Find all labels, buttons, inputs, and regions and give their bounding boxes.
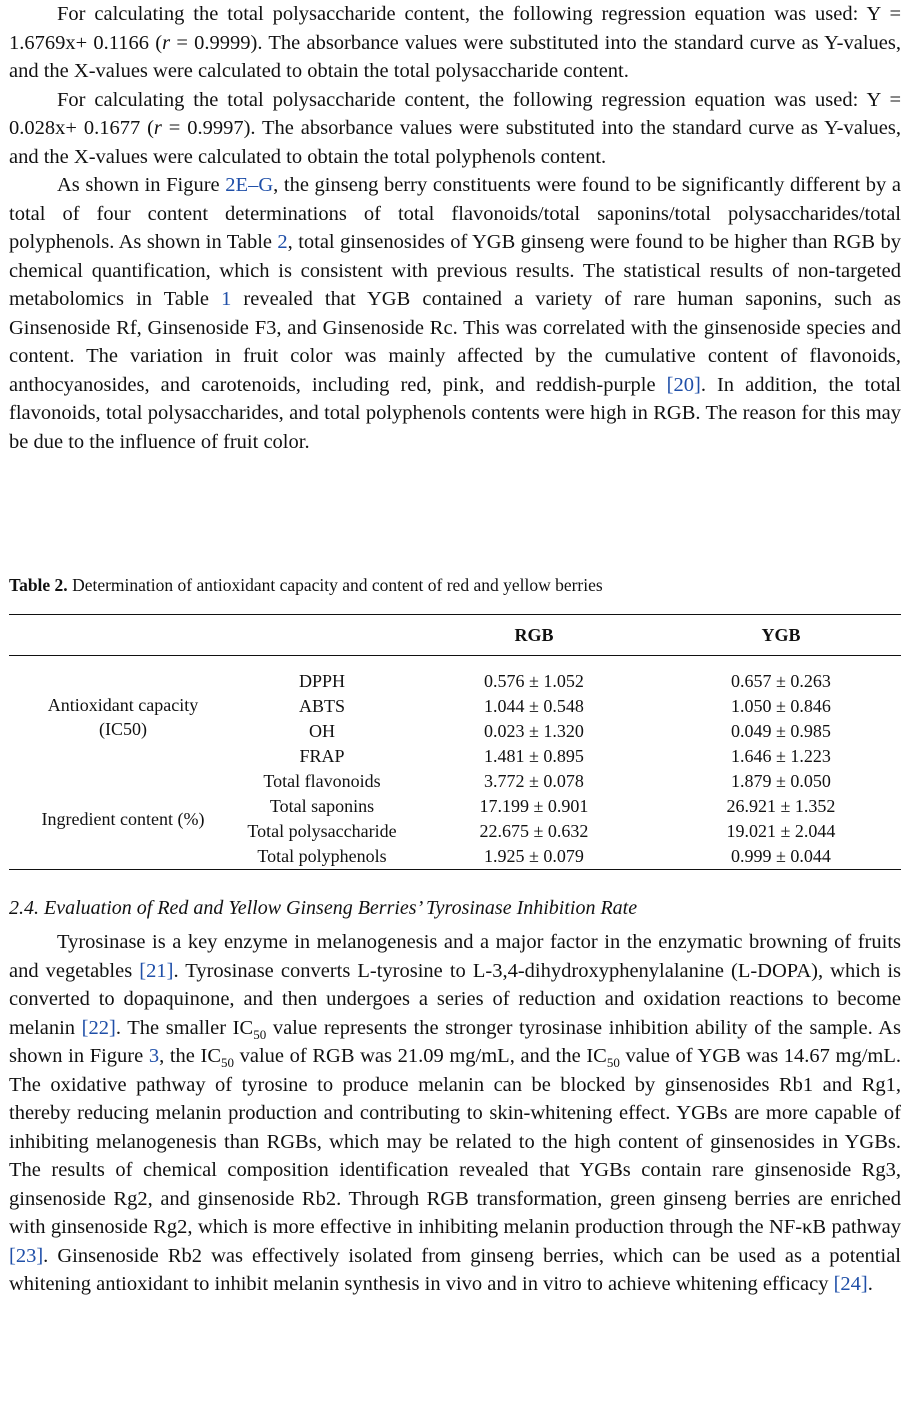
paragraph-polysaccharide-regression: For calculating the total polysaccharide content, the following regression equation was used: Y = 1.6769x+ 0.1166 (r = 0.9999). The absorbance values were substituted into the standard curve as Y-values, and the X-values were calculated to obtain the total polysaccharide content. bbox=[9, 3, 901, 82]
value-cell-rgb: 0.023 ± 1.320 bbox=[484, 720, 584, 741]
measure-name-cell: OH bbox=[309, 720, 335, 741]
value-cell-ygb: 1.050 ± 0.846 bbox=[731, 695, 831, 716]
table-caption-label: Table 2. bbox=[9, 575, 68, 595]
value-cell-ygb: 0.657 ± 0.263 bbox=[731, 670, 831, 691]
value-cell-ygb: 0.999 ± 0.044 bbox=[731, 845, 831, 866]
row-group-label bbox=[9, 769, 237, 870]
reference-link[interactable]: [24] bbox=[833, 1273, 868, 1295]
antioxidant-table bbox=[9, 614, 901, 870]
measure-name-cell: FRAP bbox=[299, 745, 345, 766]
section-body bbox=[9, 928, 901, 1299]
reference-link[interactable]: [23] bbox=[9, 1244, 44, 1267]
column-header-ygb: YGB bbox=[761, 624, 801, 645]
table-caption-text: Determination of antioxidant capacity and content of red and yellow berries bbox=[67, 575, 603, 595]
table-row bbox=[9, 769, 901, 794]
table-body bbox=[9, 656, 901, 870]
value-cell-ygb: 1.879 ± 0.050 bbox=[731, 770, 831, 791]
row-group-label-line: Antioxidant capacity bbox=[47, 695, 199, 716]
measure-name-cell: Total polyphenols bbox=[257, 845, 387, 866]
value-cell-rgb: 3.772 ± 0.078 bbox=[484, 770, 584, 791]
section-heading: 2.4. Evaluation of Red and Yellow Ginseng Berries’ Tyrosinase Inhibition Rate bbox=[9, 897, 638, 919]
value-cell-rgb: 0.576 ± 1.052 bbox=[484, 670, 584, 691]
row-group-label bbox=[9, 656, 237, 769]
italic-symbol: r bbox=[162, 31, 171, 54]
value-cell-rgb: 1.044 ± 0.548 bbox=[484, 695, 584, 716]
reference-link[interactable]: 1 bbox=[221, 288, 232, 310]
reference-link[interactable]: 2E–G bbox=[225, 174, 274, 196]
body-text bbox=[9, 0, 901, 456]
italic-symbol: r bbox=[153, 117, 162, 139]
measure-name-cell: Total polysaccharide bbox=[247, 820, 397, 841]
row-group-label-line: (IC50) bbox=[99, 719, 147, 740]
value-cell-ygb: 19.021 ± 2.044 bbox=[726, 820, 836, 841]
table-header-row bbox=[9, 615, 901, 656]
table-row bbox=[9, 656, 901, 694]
reference-link[interactable]: [21] bbox=[139, 959, 174, 982]
value-cell-rgb: 1.481 ± 0.895 bbox=[484, 745, 584, 766]
paragraph-constituent-results: As shown in Figure 2E–G, the ginseng berry constituents were found to be significantly different by a total of four content determinations of total flavonoids/total saponins/total polysaccharides/total polyphenols. As shown in Table 2, total ginsenosides of YGB ginseng were found to be higher than RGB by chemical quantification, which is consistent with previous results. The statistical results of non-targeted metabolomics in Table 1 revealed that YGB contained a variety of rare human saponins, such as Ginsenoside Rf, Ginsenoside F3, and Ginsenoside Rc. This was correlated with the ginsenoside species and content. The variation in fruit color was mainly affected by the cumulative content of flavonoids, anthocyanosides, and carotenoids, including red, pink, and reddish-purple [20]. In addition, the total flavonoids, total polysaccharides, and total polyphenols contents were high in RGB. The reason for this may be due to the influence of fruit color. bbox=[9, 174, 901, 453]
value-cell-rgb: 17.199 ± 0.901 bbox=[479, 795, 589, 816]
measure-name-cell: Total flavonoids bbox=[263, 770, 381, 791]
value-cell-ygb: 26.921 ± 1.352 bbox=[726, 795, 836, 816]
subscript: 50 bbox=[221, 1055, 235, 1070]
reference-link[interactable]: [22] bbox=[81, 1016, 116, 1039]
value-cell-rgb: 1.925 ± 0.079 bbox=[484, 845, 584, 866]
subscript: 50 bbox=[606, 1055, 620, 1070]
row-group-label-line: Ingredient content (%) bbox=[41, 808, 205, 829]
paragraph-polyphenol-regression: For calculating the total polysaccharide content, the following regression equation was used: Y = 0.028x+ 0.1677 (r = 0.9997). The absorbance values were substituted into the standard curve as Y-values, and the X-values were calculated to obtain the total polyphenols content. bbox=[9, 88, 901, 168]
measure-name-cell: DPPH bbox=[298, 670, 346, 691]
value-cell-ygb: 0.049 ± 0.985 bbox=[731, 720, 831, 741]
reference-link[interactable]: [20] bbox=[666, 373, 701, 396]
value-cell-rgb: 22.675 ± 0.632 bbox=[479, 820, 589, 841]
value-cell-ygb: 1.646 ± 1.223 bbox=[731, 745, 831, 766]
reference-link[interactable]: 3 bbox=[148, 1045, 160, 1067]
measure-name-cell: Total saponins bbox=[269, 795, 375, 816]
reference-link[interactable]: 2 bbox=[277, 231, 288, 253]
column-header-rgb: RGB bbox=[514, 624, 554, 645]
subscript: 50 bbox=[253, 1026, 267, 1042]
table-caption bbox=[9, 572, 901, 598]
paragraph-tyrosinase: Tyrosinase is a key enzyme in melanogenesis and a major factor in the enzymatic browning of fruits and vegetables [21]. Tyrosinase converts L-tyrosine to L-3,4-dihydroxyphenylalanine (L-DOPA), which is converted to dopaquinone, and then undergoes a series of reduction and oxidation reactions to become melanin [22]. The smaller $IC_{50}$ value represents the stronger tyrosinase inhibition ability of the sample. As shown in Figure 3, the $IC_{50}$ value of RGB was 21.09 mg/mL, and the $IC_{50}$ value of YGB was 14.67 mg/mL. The oxidative pathway of tyrosine to produce melanin can be blocked by ginsenosides Rb1 and Rg1, thereby reducing melanin production and contributing to skin-whitening effect. YGBs are more capable of inhibiting melanogenesis than RGBs, which may be related to the high content of ginsenosides in YGBs. The results of chemical composition identification revealed that YGBs contain rare ginsenoside Rg3, ginsenoside Rg2, and ginsenoside Rb2. Through RGB transformation, green ginseng berries are enriched with ginsenoside Rg2, which is more effective in inhibiting melanin production through the NF-κB pathway [23]. Ginsenoside Rb2 was effectively isolated from ginseng berries, which can be used as a potential whitening antioxidant to inhibit melanin synthesis in vivo and in vitro to achieve whitening efficacy [24]. bbox=[9, 931, 902, 1295]
measure-name-cell: ABTS bbox=[298, 695, 345, 716]
